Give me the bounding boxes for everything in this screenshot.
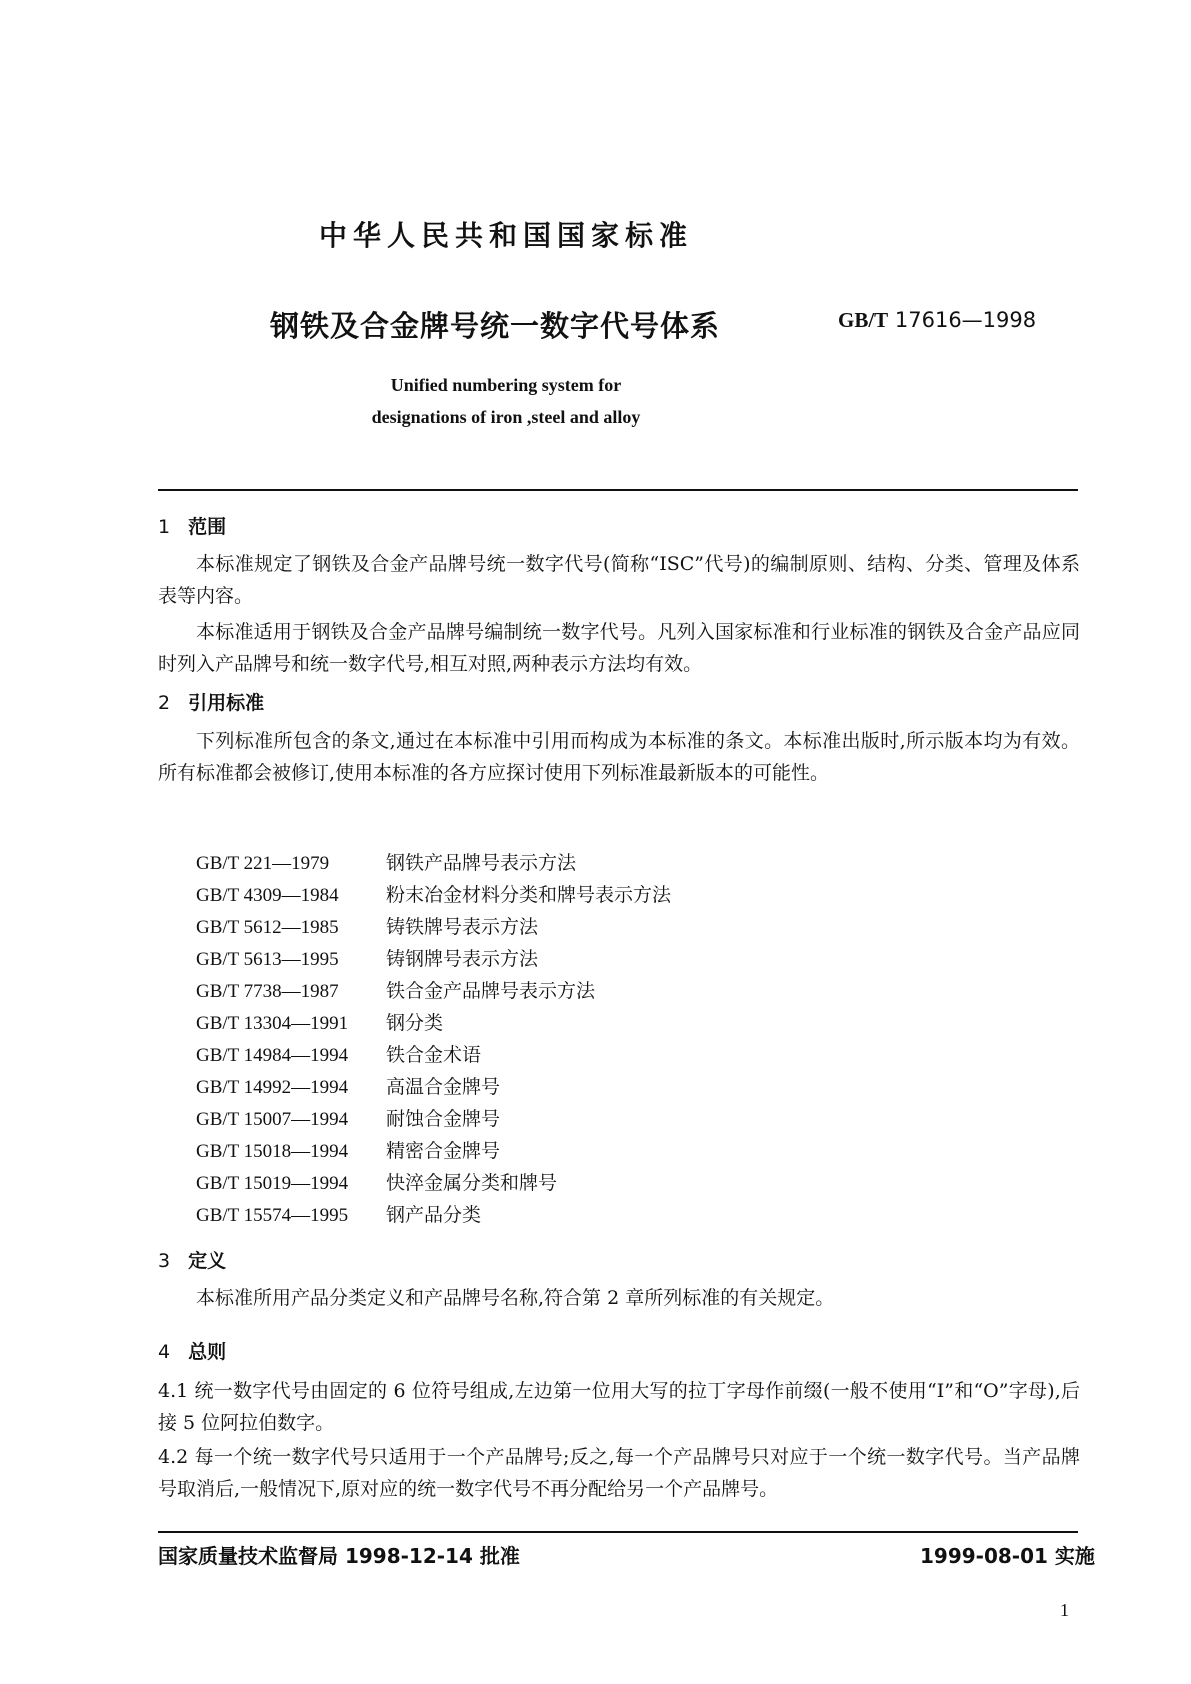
reference-code: GB/T 5612—1985 (196, 917, 339, 938)
section-2-title: 引用标准 (188, 692, 265, 714)
standard-code-prefix: GB/T (838, 308, 889, 332)
document-title: 钢铁及合金牌号统一数字代号体系 (270, 309, 721, 343)
standard-code (838, 308, 1036, 333)
reference-code: GB/T 7738—1987 (196, 981, 339, 1002)
section-4-title: 总则 (188, 1341, 227, 1363)
reference-code: GB/T 15574—1995 (196, 1205, 349, 1226)
section-1-heading (158, 512, 226, 539)
english-title (0, 369, 1012, 433)
section-4-number: 4 (158, 1341, 171, 1363)
section-2-intro: 下列标准所包含的条文,通过在本标准中引用而构成为本标准的条文。本标准出版时,所示版本均为有效。所有标准都会被修订,使用本标准的各方应探讨使用下列标准最新版本的可能性。 (158, 730, 1080, 784)
reference-list (196, 847, 671, 1231)
english-title-line-1: Unified numbering system for (390, 375, 622, 395)
reference-title: 高温合金牌号 (386, 1076, 501, 1098)
reference-code: GB/T 14992—1994 (196, 1077, 349, 1098)
reference-code: GB/T 221—1979 (196, 853, 330, 874)
reference-item (196, 1135, 671, 1167)
section-1-paragraph-1: 本标准规定了钢铁及合金产品牌号统一数字代号(简称“ISC”代号)的编制原则、结构、分类、管理及体系表等内容。 (158, 553, 1080, 607)
reference-code: GB/T 15018—1994 (196, 1141, 349, 1162)
english-title-line-2: designations of iron ,steel and alloy (371, 407, 641, 427)
reference-item (196, 1071, 671, 1103)
clause-4-2: 4.2 每一个统一数字代号只适用于一个产品牌号;反之,每一个产品牌号只对应于一个统一数字代号。当产品牌号取消后,一般情况下,原对应的统一数字代号不再分配给另一个产品牌号。 (158, 1446, 1080, 1500)
reference-title: 铁合金术语 (386, 1044, 482, 1066)
implementation-date: 1999-08-01 实施 (920, 1544, 1095, 1568)
reference-title: 精密合金牌号 (386, 1140, 501, 1162)
reference-item (196, 943, 671, 975)
section-1-number: 1 (158, 516, 171, 538)
reference-title: 耐蚀合金牌号 (386, 1108, 501, 1130)
reference-title: 铁合金产品牌号表示方法 (386, 980, 596, 1002)
national-standard-title: 中华人民共和国国家标准 (318, 219, 693, 252)
section-3-heading (158, 1246, 226, 1273)
section-3-title: 定义 (188, 1250, 227, 1272)
reference-code: GB/T 15019—1994 (196, 1173, 349, 1194)
approval-line: 国家质量技术监督局 1998-12-14 批准 (158, 1544, 520, 1568)
reference-item (196, 847, 671, 879)
section-1-title: 范围 (188, 516, 227, 538)
reference-title: 粉末冶金材料分类和牌号表示方法 (386, 884, 672, 906)
section-3-number: 3 (158, 1250, 171, 1272)
reference-title: 钢分类 (386, 1012, 444, 1034)
reference-item (196, 1199, 671, 1231)
reference-item (196, 1039, 671, 1071)
reference-code: GB/T 14984—1994 (196, 1045, 349, 1066)
reference-item (196, 879, 671, 911)
reference-title: 铸钢牌号表示方法 (386, 948, 539, 970)
section-4-heading (158, 1337, 226, 1364)
reference-item (196, 1103, 671, 1135)
reference-title: 快淬金属分类和牌号 (386, 1172, 558, 1194)
section-3-paragraph: 本标准所用产品分类定义和产品牌号名称,符合第 2 章所列标准的有关规定。 (196, 1287, 835, 1309)
header-divider (158, 489, 1078, 491)
reference-title: 钢产品分类 (386, 1204, 482, 1226)
standard-code-number: 17616—1998 (894, 308, 1037, 332)
reference-title: 钢铁产品牌号表示方法 (386, 852, 577, 874)
clause-4-1: 4.1 统一数字代号由固定的 6 位符号组成,左边第一位用大写的拉丁字母作前缀(一般不使用“I”和“O”字母),后接 5 位阿拉伯数字。 (158, 1380, 1080, 1434)
reference-title: 铸铁牌号表示方法 (386, 916, 539, 938)
section-1-paragraph-2: 本标准适用于钢铁及合金产品牌号编制统一数字代号。凡列入国家标准和行业标准的钢铁及合金产品应同时列入产品牌号和统一数字代号,相互对照,两种表示方法均有效。 (158, 621, 1080, 675)
reference-code: GB/T 15007—1994 (196, 1109, 349, 1130)
page-number: 1 (1060, 1600, 1069, 1620)
reference-item (196, 1007, 671, 1039)
section-2-heading (158, 688, 264, 715)
reference-code: GB/T 13304—1991 (196, 1013, 349, 1034)
reference-code: GB/T 5613—1995 (196, 949, 339, 970)
reference-item (196, 911, 671, 943)
reference-item (196, 975, 671, 1007)
reference-item (196, 1167, 671, 1199)
reference-code: GB/T 4309—1984 (196, 885, 339, 906)
section-2-number: 2 (158, 692, 171, 714)
footer-divider (158, 1531, 1078, 1533)
